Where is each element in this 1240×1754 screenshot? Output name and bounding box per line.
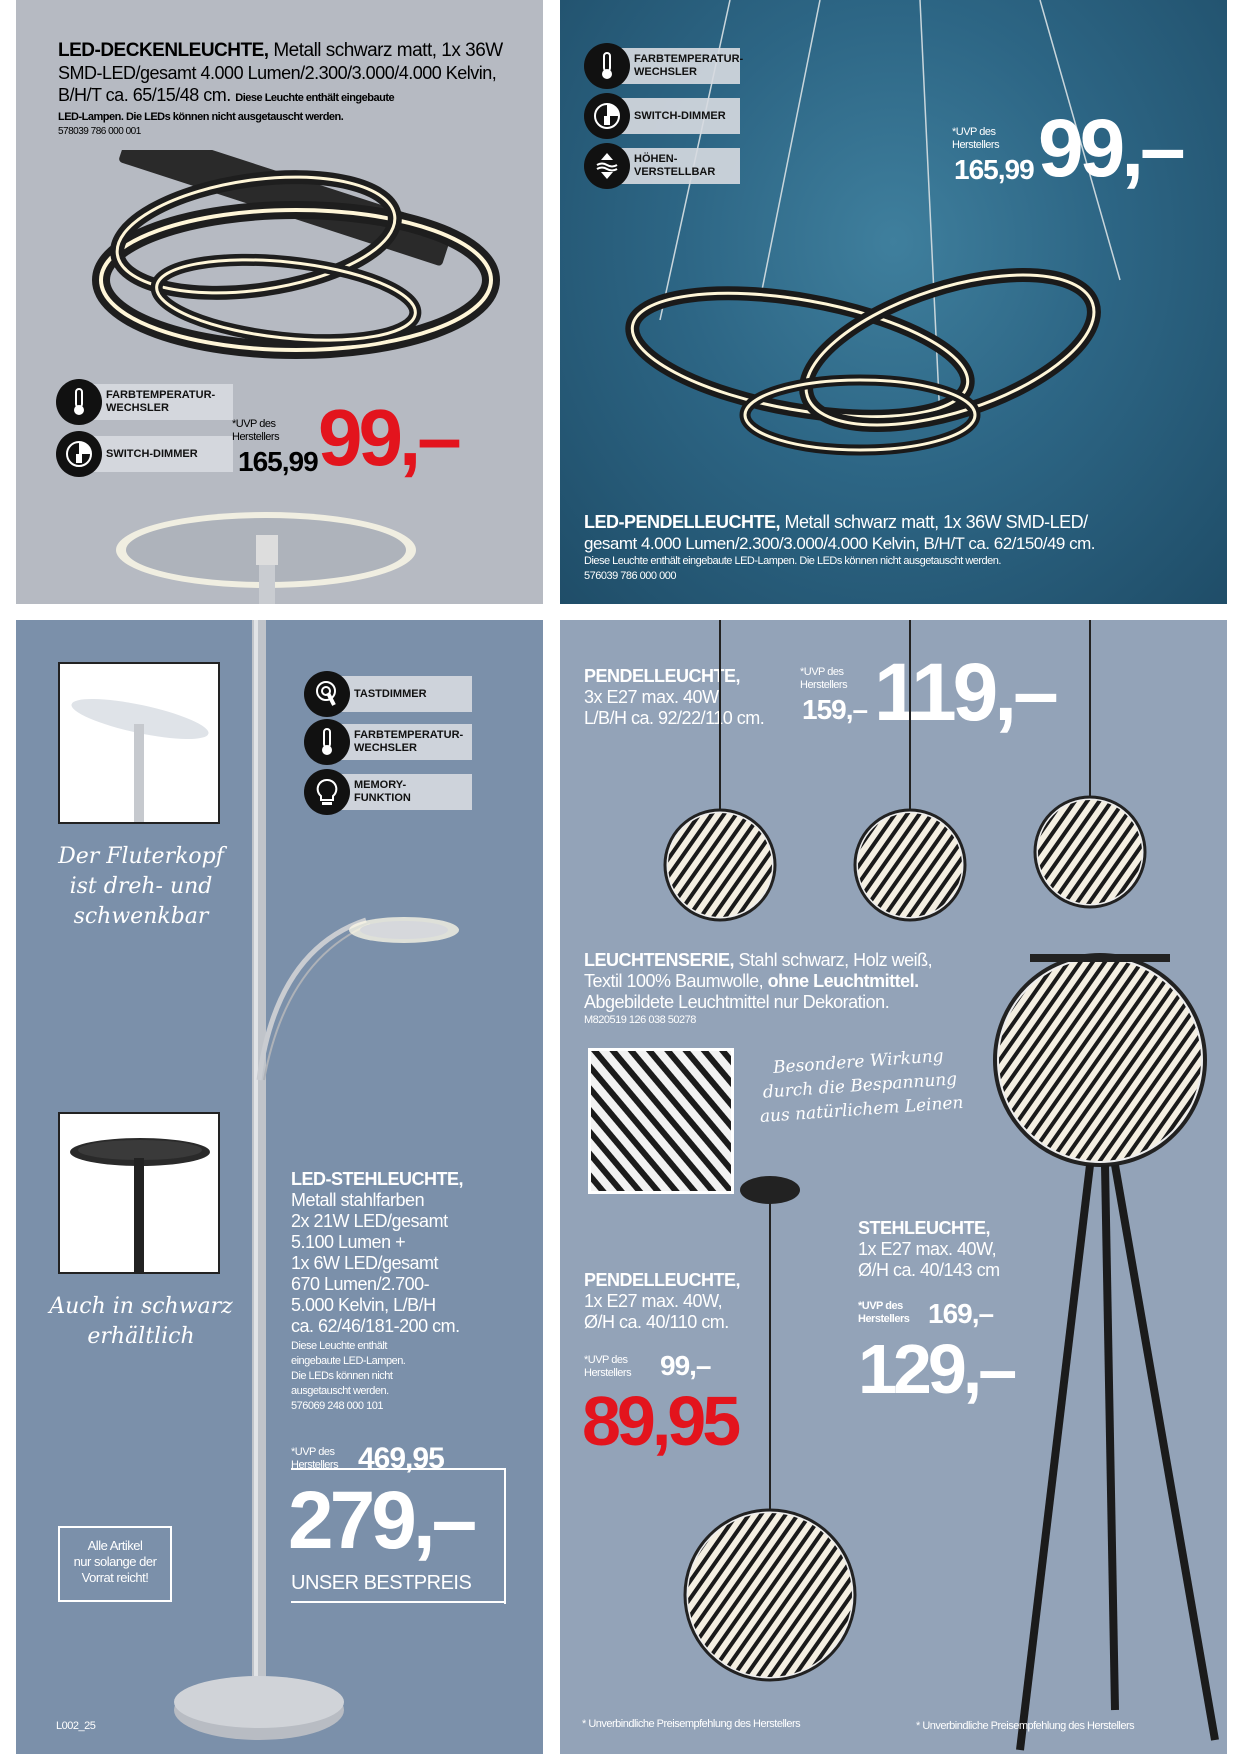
lighting-series-panel: [560, 620, 1227, 1754]
feature-color-temperature: [56, 380, 233, 424]
product-note-line: Diese Leuchte enthält: [291, 1340, 387, 1352]
article-number: M820519 126 038 50278: [584, 1014, 696, 1026]
feature-memory-function: [304, 770, 472, 814]
uvp-label: *UVP des Herstellers: [232, 418, 280, 443]
script-line: ist dreh- und: [69, 874, 213, 899]
series-text: [584, 950, 944, 1028]
thermometer-icon: [56, 379, 102, 425]
product-desc-line: Ø/H ca. 40/143 cm: [858, 1260, 1000, 1280]
product-desc-line: 1x E27 max. 40W,: [584, 1291, 723, 1311]
product-dimensions: B/H/T ca. 65/15/48 cm.: [58, 85, 231, 105]
sale-price: 99,–: [1038, 103, 1182, 194]
feature-touch-dimmer: [304, 672, 472, 716]
series-desc: Textil 100% Baumwolle,: [584, 971, 764, 991]
product-desc-line: 1x 6W LED/gesamt: [291, 1253, 439, 1273]
sale-price: 99,–: [318, 393, 458, 482]
product-desc-line: 5.100 Lumen +: [291, 1232, 406, 1252]
article-number: 576069 248 000 101: [291, 1400, 383, 1412]
touch-icon: [304, 671, 350, 717]
feature-label: SWITCH-DIMMER: [616, 98, 740, 134]
feature-switch-dimmer: [56, 432, 233, 476]
stock-notice: Alle Artikel nur solange der Vorrat reicht!: [58, 1526, 172, 1602]
uvp-price: 469,95: [358, 1442, 444, 1475]
feature-label: TASTDIMMER: [336, 676, 472, 712]
ceiling-lamp-text: [58, 40, 528, 139]
sale-price: 129,–: [858, 1330, 1014, 1408]
uvp-price: 159,–: [802, 694, 868, 725]
script-line: schwenkbar: [73, 904, 209, 929]
dimmer-icon: [584, 93, 630, 139]
script-head-rotatable: [36, 842, 246, 932]
product-note-line: Die LEDs können nicht: [291, 1370, 393, 1382]
product-desc: Metall schwarz matt, 1x 36W: [273, 40, 503, 61]
page-code: L002_25: [56, 1720, 96, 1732]
floor-lamp-text: [291, 1168, 531, 1414]
sale-price: 279,–: [288, 1475, 474, 1566]
product-desc-line: Metall stahlfarben: [291, 1190, 425, 1210]
product-note-line: ausgetauscht werden.: [291, 1385, 389, 1397]
pendant-lamp-panel: [560, 0, 1227, 604]
product-title: PENDELLEUCHTE,: [584, 666, 741, 686]
footnote: * Unverbindliche Preisempfehlung des Herstellers: [582, 1718, 801, 1730]
article-number: 578039 786 000 001: [58, 126, 141, 137]
product-title: STEHLEUCHTE,: [858, 1218, 991, 1238]
uvp-price: 165,99: [954, 154, 1034, 185]
product-desc-line: 5.000 Kelvin, L/B/H: [291, 1295, 436, 1315]
product-desc-line: Ø/H ca. 40/110 cm.: [584, 1312, 729, 1332]
feature-color-temperature: [584, 44, 744, 88]
footnote: * Unverbindliche Preisempfehlung des Herstellers: [916, 1720, 1135, 1732]
dimmer-icon: [56, 431, 102, 477]
product-title: PENDELLEUCHTE,: [584, 1270, 741, 1290]
series-desc-bold: ohne Leuchtmittel.: [767, 971, 919, 991]
bulb-memory-icon: [304, 769, 350, 815]
series-desc: Abgebildete Leuchtmittel nur Dekoration.: [584, 992, 890, 1012]
feature-label: HÖHEN- VERSTELLBAR: [616, 148, 740, 184]
product-desc-line: ca. 62/46/181-200 cm.: [291, 1316, 460, 1336]
uvp-label: *UVP des Herstellers: [858, 1300, 910, 1325]
uvp-label: *UVP des Herstellers: [291, 1446, 339, 1471]
pendant-globe: [855, 810, 965, 920]
product-desc-line: 2x 21W LED/gesamt: [291, 1211, 448, 1231]
inset-image-head-detail: [58, 662, 220, 824]
feature-label: FARBTEMPERATUR- WECHSLER: [88, 384, 233, 420]
uvp-price: 165,99: [238, 446, 318, 477]
ceiling-lamp-panel: [16, 0, 543, 604]
feature-label: MEMORY- FUNKTION: [336, 774, 472, 810]
product-desc: SMD-LED/gesamt 4.000 Lumen/2.300/3.000/4.000 Kelvin,: [58, 63, 497, 83]
uvp-label: *UVP des Herstellers: [952, 126, 1000, 151]
reading-lamp-head: [346, 910, 466, 950]
product-desc-line: 1x E27 max. 40W,: [858, 1239, 997, 1259]
feature-height-adjustable: [584, 144, 740, 188]
floor-lamp-head-image: [96, 505, 436, 604]
pendant-globe: [1035, 797, 1145, 907]
uvp-price: 169,–: [928, 1298, 994, 1329]
floor-lamp-panel: [16, 620, 543, 1754]
product-desc-line: L/B/H ca. 92/22/110 cm.: [584, 708, 765, 728]
product-note: LED-Lampen. Die LEDs können nicht ausgetauscht werden.: [58, 111, 344, 123]
product-title: LED-PENDELLEUCHTE,: [584, 512, 781, 532]
product-note-line: eingebaute LED-Lampen.: [291, 1355, 406, 1367]
pendant-globe: [665, 810, 775, 920]
bestprice-label: UNSER BESTPREIS: [291, 1572, 506, 1603]
product-desc: gesamt 4.000 Lumen/2.300/3.000/4.000 Kelvin, B/H/T ca. 62/150/49 cm.: [584, 534, 1095, 553]
product-title: LED-STEHLEUCHTE,: [291, 1169, 463, 1189]
script-line: Besondere Wirkung: [772, 1046, 945, 1078]
pendant-lamp-text: [584, 512, 1214, 584]
thermometer-icon: [584, 43, 630, 89]
series-desc: Stahl schwarz, Holz weiß,: [738, 950, 933, 970]
inset-image-black-variant: [58, 1112, 220, 1274]
product-note: Diese Leuchte enthält eingebaute: [235, 92, 395, 104]
script-black-available: [36, 1292, 246, 1352]
thermometer-icon: [304, 719, 350, 765]
pendant-trio-image: [650, 620, 1190, 940]
uvp-label: *UVP des Herstellers: [584, 1354, 632, 1379]
height-adjust-icon: [584, 143, 630, 189]
product-desc-line: 3x E27 max. 40W,: [584, 687, 723, 707]
script-line: erhältlich: [87, 1324, 195, 1349]
tripod-lamp-text: [858, 1218, 1000, 1281]
product-title: LED-DECKENLEUCHTE,: [58, 40, 269, 61]
series-title: LEUCHTENSERIE,: [584, 950, 735, 970]
script-line: Der Fluterkopf: [58, 844, 224, 869]
uvp-price: 99,–: [660, 1350, 711, 1381]
feature-label: FARBTEMPERATUR- WECHSLER: [616, 48, 740, 84]
product-desc: Metall schwarz matt, 1x 36W SMD-LED/: [784, 512, 1088, 532]
product-desc-line: 670 Lumen/2.700-: [291, 1274, 430, 1294]
single-pendant-text: [584, 1270, 740, 1333]
uvp-label: *UVP des Herstellers: [800, 666, 848, 691]
script-line: aus natürlichem Leinen: [759, 1092, 965, 1128]
feature-color-temperature: [304, 720, 472, 764]
script-line: durch die Bespannung: [762, 1069, 958, 1103]
sale-price: 89,95: [582, 1382, 738, 1460]
feature-label: SWITCH-DIMMER: [88, 436, 233, 472]
feature-label: FARBTEMPERATUR- WECHSLER: [336, 724, 472, 760]
feature-switch-dimmer: [584, 94, 740, 138]
article-number: 576039 786 000 000: [584, 570, 676, 582]
product-note: Diese Leuchte enthält eingebaute LED-Lampen. Die LEDs können nicht ausgetauscht werden.: [584, 555, 1001, 567]
script-line: Auch in schwarz: [49, 1294, 233, 1319]
ceiling-lamp-image: [56, 150, 526, 390]
sale-price: 119,–: [874, 647, 1055, 738]
